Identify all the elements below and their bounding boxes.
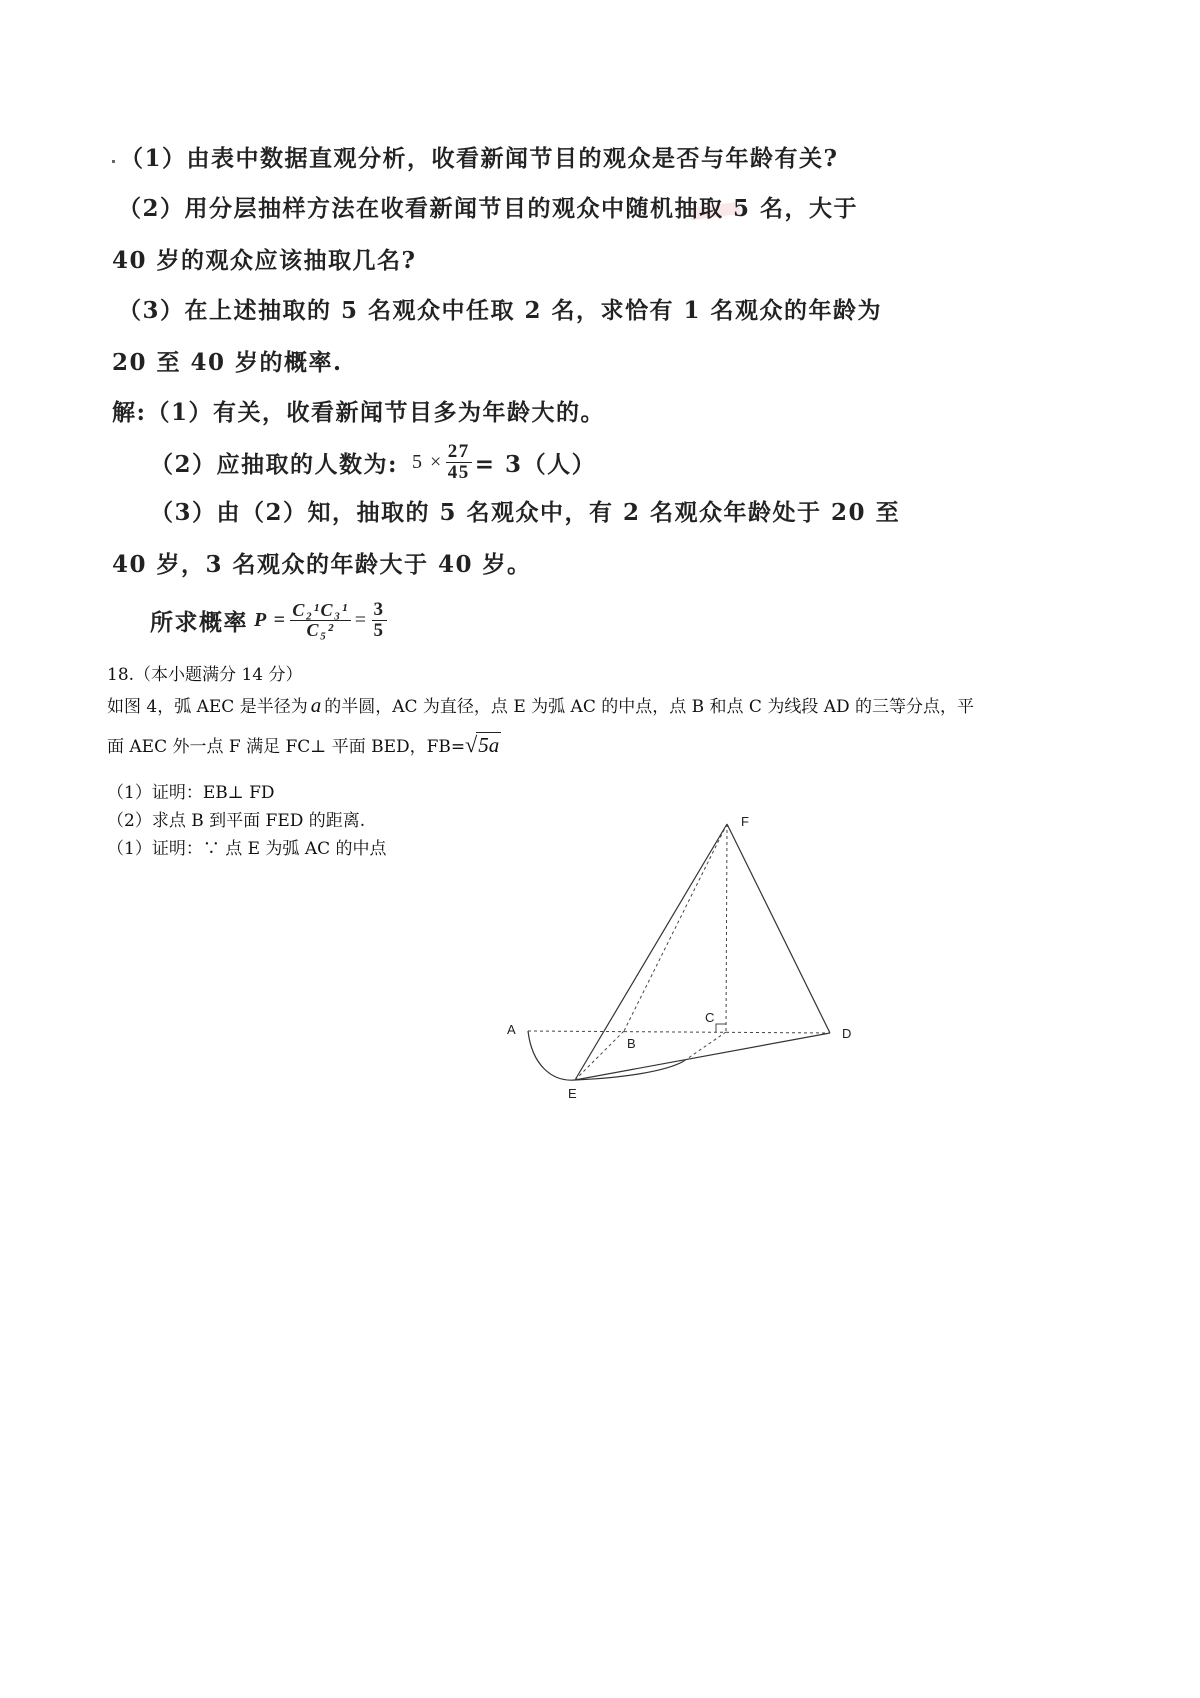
question-part-2-line-2: 40 岁的观众应该抽取几名? — [112, 247, 417, 274]
proof-start: （1）证明：∵ 点 E 为弧 AC 的中点 — [107, 839, 387, 859]
solution-part-2-result: = 3（人） — [474, 450, 597, 478]
solution-part-1: 解:（1）有关，收看新闻节目多为年龄大的。 — [112, 399, 605, 426]
edge-ED — [575, 1033, 830, 1080]
question-18-part-1: （1）证明：EB⊥ FD — [107, 783, 275, 803]
point-label-E: E — [568, 1086, 577, 1101]
point-label-D: D — [842, 1026, 852, 1041]
statement-text-b: 的半圆，AC 为直径，点 E 为弧 AC 的中点，点 B 和点 C 为线段 AD 的三等分点，平 — [324, 697, 975, 717]
question-18-statement-line-2: 面 AEC 外一点 F 满足 FC⊥ 平面 BED，FB=√5a — [107, 732, 500, 757]
probability-equals: = — [354, 608, 368, 631]
probability-prefix: 所求概率 — [150, 608, 248, 636]
edge-FD — [727, 824, 830, 1033]
fraction-denominator: 45 — [447, 461, 470, 483]
edge-FE — [575, 824, 727, 1080]
solution-part-3-line-1: （3）由（2）知，抽取的 5 名观众中，有 2 名观众年龄处于 20 至 — [150, 499, 901, 526]
answer-numerator: 3 — [373, 598, 385, 620]
point-label-A: A — [507, 1022, 516, 1037]
question-part-3-line-2: 20 至 40 岁的概率. — [112, 349, 343, 376]
fraction-numerator: 27 — [447, 440, 470, 462]
sqrt-expression: 5a — [478, 733, 500, 757]
question-part-3-line-1: （3）在上述抽取的 5 名观众中任取 2 名，求恰有 1 名观众的年龄为 — [118, 297, 883, 324]
combination-denominator: C₅² — [306, 619, 335, 640]
right-angle-mark — [716, 1024, 726, 1032]
solution-part-3-line-2: 40 岁，3 名观众的年龄大于 40 岁。 — [112, 551, 532, 578]
combination-numerator: C₂¹C₃¹ — [292, 599, 349, 620]
statement-text-a: 如图 4，弧 AEC 是半径为 — [107, 697, 308, 717]
probability-symbol: P = — [254, 608, 287, 631]
question-18-part-2: （2）求点 B 到平面 FED 的距离. — [107, 811, 366, 831]
point-label-B: B — [627, 1036, 636, 1051]
arc-AE — [528, 1031, 575, 1080]
edge-FC — [726, 824, 727, 1032]
solution-part-2-prefix: （2）应抽取的人数为: — [150, 450, 398, 478]
radius-variable: a — [310, 693, 322, 717]
point-label-C: C — [705, 1010, 715, 1025]
question-18-header: 18.（本小题满分 14 分） — [107, 665, 303, 685]
arc-hidden-to-C — [684, 1032, 726, 1061]
solution-part-2-multiplier: 5 × — [412, 450, 443, 473]
edge-FB — [624, 824, 727, 1031]
point-label-F: F — [741, 814, 749, 829]
question-part-1: （1）由表中数据直观分析，收看新闻节目的观众是否与年龄有关? — [120, 145, 839, 172]
answer-denominator: 5 — [373, 619, 385, 641]
question-part-2-line-1: （2）用分层抽样方法在收看新闻节目的观众中随机抽取 5 名，大于 — [118, 195, 859, 222]
statement-text-c: 面 AEC 外一点 F 满足 FC⊥ 平面 BED，FB= — [107, 737, 466, 757]
edge-AD — [528, 1031, 830, 1033]
